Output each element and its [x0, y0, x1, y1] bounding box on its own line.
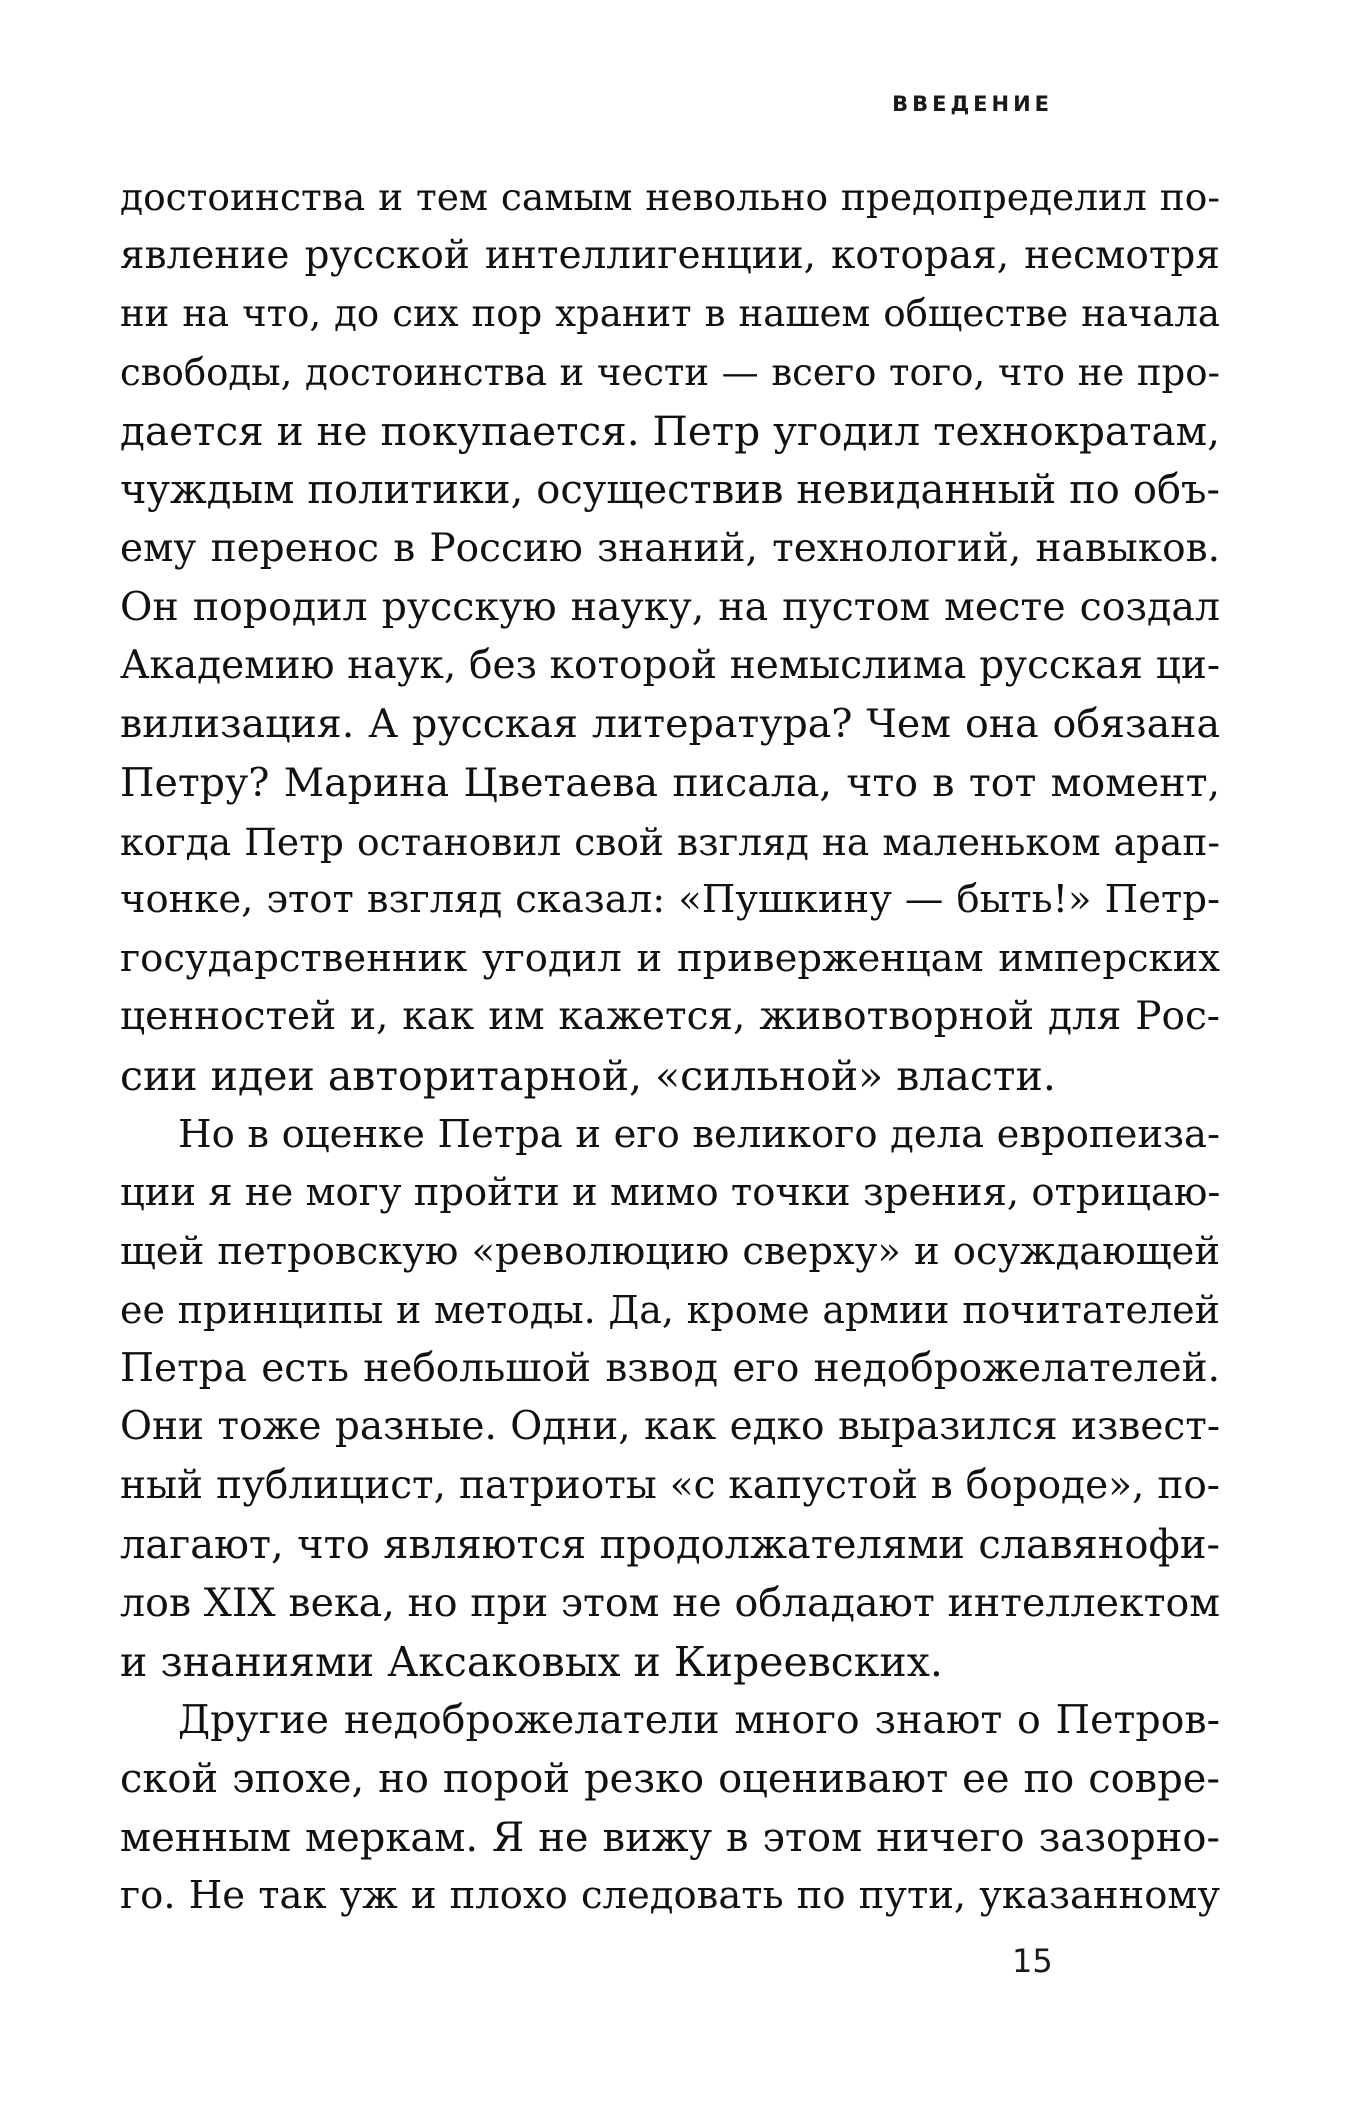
body-text: [120, 168, 1220, 1926]
text-line: щей петровскую «революцию сверху» и осуждающей: [120, 1228, 1220, 1274]
text-line: явление русской интеллигенции, которая, несмотря: [120, 232, 1220, 278]
text-line: Петра есть небольшой взвод его недоброжелателей.: [120, 1345, 1220, 1391]
text-line: ской эпохе, но порой резко оценивают ее по совре-: [120, 1756, 1220, 1803]
text-line: Академию наук, без которой немыслима русская ци-: [120, 642, 1220, 688]
text-line: вилизация. А русская литература? Чем она обязана: [120, 701, 1220, 748]
text-line: свободы, достоинства и чести — всего того, что не про-: [120, 350, 1220, 394]
text-line: и знаниями Аксаковых и Киреевских.: [120, 1637, 943, 1686]
text-line: чонке, этот взгляд сказал: «Пушкину — быть!» Петр-: [120, 877, 1220, 923]
text-line: дается и не покупается. Петр угодил технократам,: [120, 407, 1220, 456]
text-line: менным меркам. Я не вижу в этом ничего зазорно-: [120, 1814, 1220, 1861]
text-line: чуждым политики, осуществив невиданный по объ-: [120, 466, 1220, 513]
text-line: Он породил русскую науку, на пустом месте создал: [120, 584, 1220, 631]
text-line: Но в оценке Петра и его великого дела европеиза-: [178, 1111, 1220, 1157]
text-line: достоинства и тем самым невольно предопределил по-: [120, 175, 1220, 219]
text-line: лов XIX века, но при этом не обладают интеллектом: [120, 1580, 1220, 1627]
text-line: го. Не так уж и плохо следовать по пути, указанному: [120, 1873, 1220, 1919]
text-line: Петру? Марина Цветаева писала, что в тот момент,: [120, 759, 1220, 806]
text-line: Другие недоброжелатели много знают о Петров-: [178, 1697, 1220, 1744]
text-line: ный публицист, патриоты «с капустой в бороде», по-: [120, 1463, 1220, 1509]
text-line: когда Петр остановил свой взгляд на маленьком арап-: [120, 819, 1220, 864]
text-line: ни на что, до сих пор хранит в нашем обществе начала: [120, 292, 1220, 336]
text-line: сии идеи авторитарной, «сильной» власти.: [120, 1051, 1056, 1100]
text-line: ему перенос в Россию знаний, технологий, навыков.: [120, 525, 1220, 571]
text-line: ее принципы и методы. Да, кроме армии почитателей: [120, 1288, 1220, 1333]
text-line: ции я не могу пройти и мимо точки зрения, отрицаю-: [120, 1170, 1220, 1216]
text-line: Они тоже разные. Одни, как едко выразился извест-: [120, 1404, 1220, 1450]
text-line: государственник угодил и приверженцам имперских: [120, 935, 1220, 981]
text-line: лагают, что являются продолжателями славянофи-: [120, 1521, 1220, 1568]
running-header: ВВЕДЕНИЕ: [892, 92, 1053, 116]
page-number: 15: [1012, 1942, 1053, 1980]
text-line: ценностей и, как им кажется, животворной для Рос-: [120, 994, 1220, 1040]
